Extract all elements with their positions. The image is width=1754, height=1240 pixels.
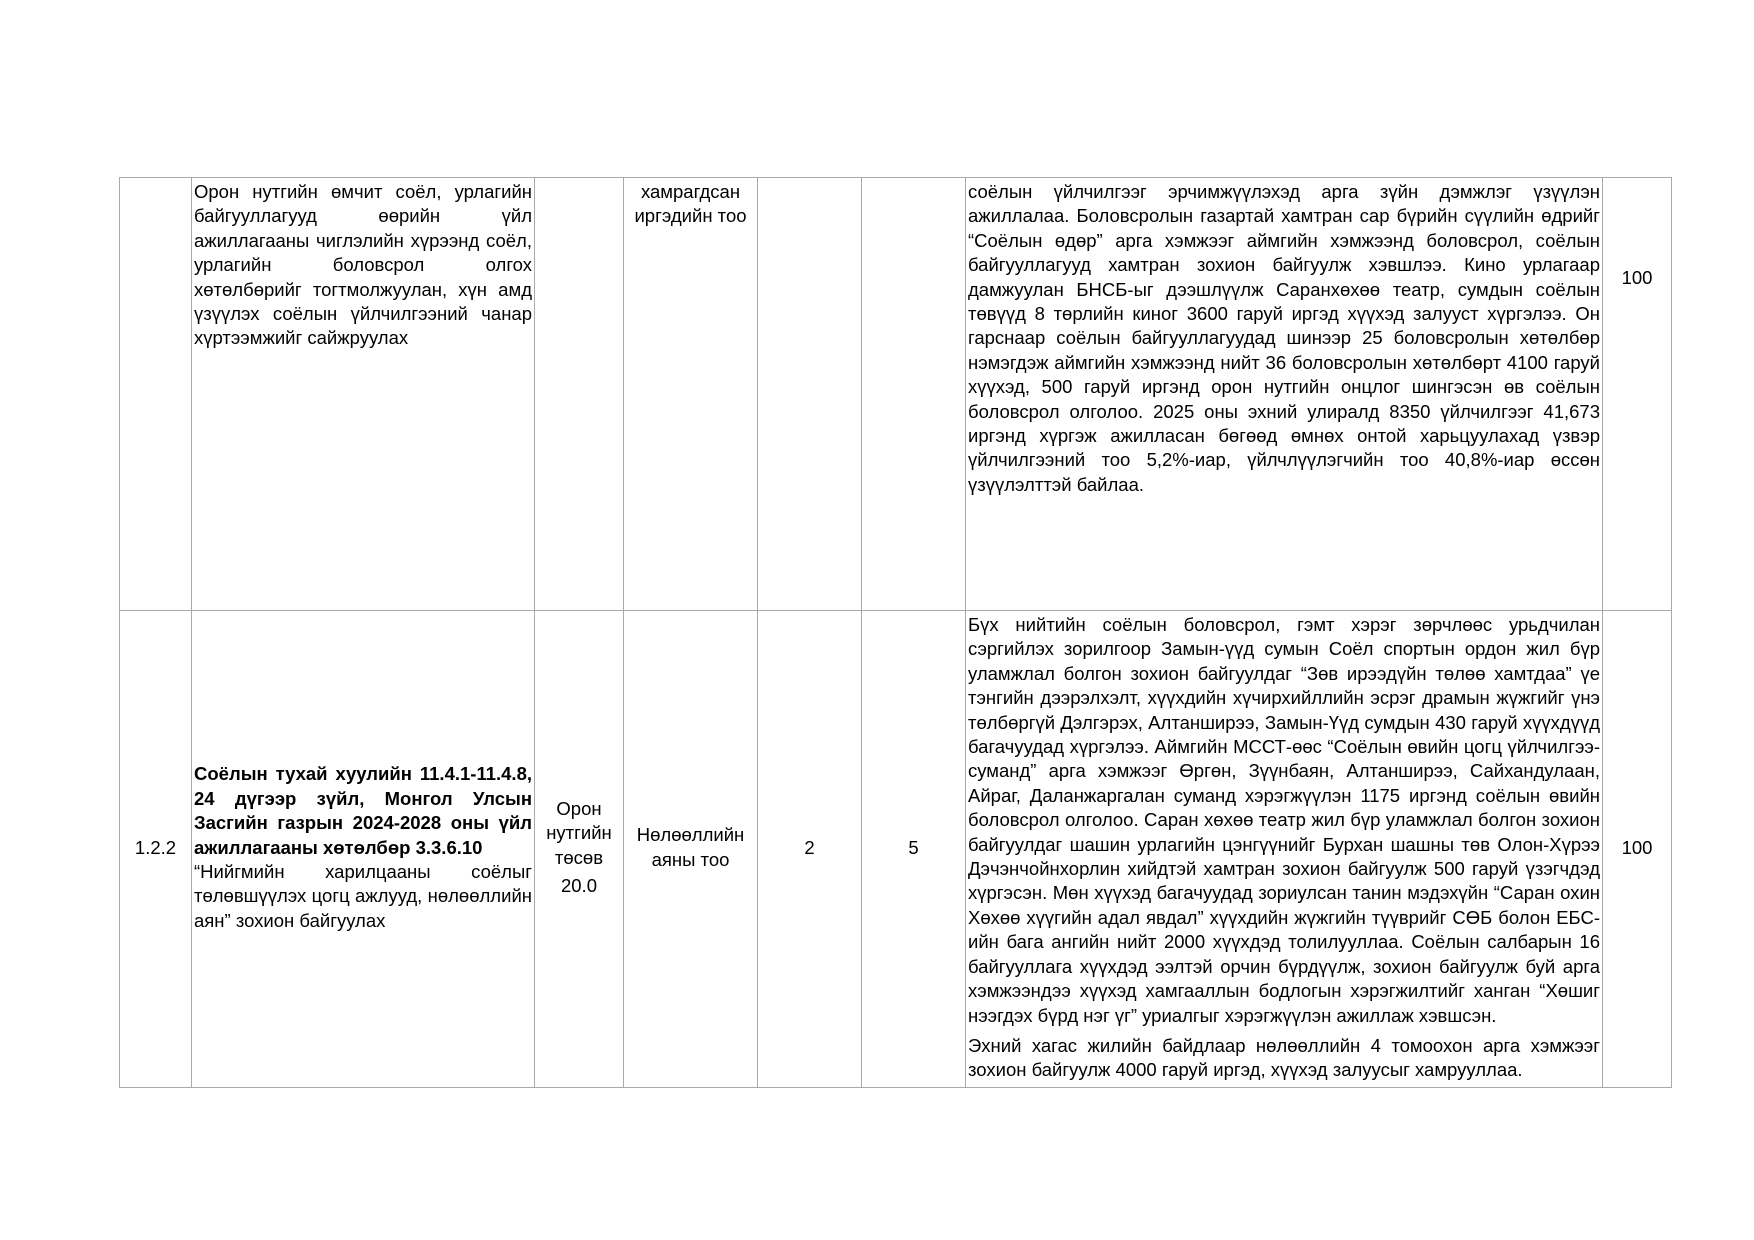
percent-cell: 100: [1603, 611, 1672, 1088]
baseline-cell: [758, 178, 862, 611]
table-row: [120, 178, 1672, 611]
progress-paragraph: Бүх нийтийн соёлын боловсрол, гэмт хэрэг зөрчлөөс урьдчилан сэргийлэх зорилгоор Замын-үүд сумын Соёл спортын ордон жил бүр уламжлал болгон зохион байгуулдаг “Зөв ирээдүйн төлөө хамтдаа” үе тэнгийн дээрэлхэлт, хүүхдийн хүчирхийллийн эсрэг драмын жүжгийг үнэ төлбөргүй Дэлгэрэх, Алтанширээ, Замын-Үүд сумдын 430 гаруй хүүхдүүд багачуудад хүргэлээ. Аймгийн МССТ-өөс “Соёлын өвийн цогц үйлчилгээ-суманд” арга хэмжээг Өргөн, Зүүнбаян, Алтанширээ, Сайхандулаан, Айраг, Даланжаргалан суманд хэрэгжүүлэн 1175 иргэнд соёлын өвийн боловсрол олголоо. Саран хөхөө театр жил бүр уламжлал болгон зохион байгуулдаг шашин урлагийн цэнгүүнийг Бурхан шашны төв Олон-Хүрээ Дэчэнчойнхорлин хийдтэй хамтран зохион байгуулж 500 гаруй үзэгчдэд хүргэсэн. Мөн хүүхэд багачуудад зориулсан танин мэдэхүйн “Саран охин Хөхөө хүүгийн адал явдал” хүүхдийн жүжгийн түүврийг СӨБ болон ЕБС-ийн бага ангийн нийт 2000 хүүхдэд толилууллаа. Соёлын салбарын 16 байгууллага хүүхдэд ээлтэй орчин бүрдүүлж, зохион байгуулж буй арга хэмжээндээ хүүхэд хамгааллын бодлогын хэрэгжилтийг ханган “Хөшиг нээгдэх бүрд нэг үг” уриалгыг хэрэгжүүлэн ажиллаж хэвшсэн.: [968, 614, 1600, 1026]
indicator-cell: Нөлөөллийн аяны тоо: [624, 611, 758, 1088]
progress-cell: [966, 611, 1603, 1088]
progress-cell: соёлын үйлчилгээг эрчимжүүлэхэд арга зүйн дэмжлэг үзүүлэн ажиллалаа. Боловсролын газартай хамтран сар бүрийн сүүлийн өдрийг “Соёлын өдөр” арга хэмжээг аймгийн хэмжээнд боловсрол, соёлын байгууллагууд хамтран зохион байгуулж хэвшлээ. Кино урлагаар дамжуулан БНСБ-ыг дээшлүүлж Саранхөхөө театр, сумдын соёлын төвүүд 8 төрлийн киног 3600 гаруй иргэд хүүхэд залууст хүргэлээ. Он гарснаар соёлын байгууллагуудад шинээр 25 боловсролын хөтөлбөр нэмэгдэж аймгийн хэмжээнд нийт 36 боловсролын хөтөлбөрт 4100 гаруй хүүхэд, 500 гаруй иргэнд орон нутгийн онцлог шингэсэн өв соёлын боловсрол олголоо. 2025 оны эхний улиралд 8350 үйлчилгээг 41,673 иргэнд хүргэж ажилласан бөгөөд өмнөх онтой харьцуулахад үзвэр үйлчилгээний тоо 5,2%-иар, үйлчлүүлэгчийн тоо 40,8%-иар өссөн үзүүлэлттэй байлаа.: [966, 178, 1603, 611]
plan-report-table: [119, 177, 1672, 1088]
target-cell: [862, 178, 966, 611]
budget-source: Орон нутгийн төсөв: [546, 798, 612, 868]
indicator-cell: хамрагдсан иргэдийн тоо: [624, 178, 758, 611]
target-cell: 5: [862, 611, 966, 1088]
table-row: [120, 611, 1672, 1088]
row-number-cell: 1.2.2: [120, 611, 192, 1088]
budget-cell: [535, 611, 624, 1088]
budget-cell: [535, 178, 624, 611]
percent-cell: 100: [1603, 178, 1672, 611]
activity-cell: Орон нутгийн өмчит соёл, урлагийн байгууллагууд өөрийн үйл ажиллагааны чиглэлийн хүрээнд соёл, урлагийн боловсрол олгох хөтөлбөрийг тогтмолжуулан, хүн амд үзүүлэх соёлын үйлчилгээний чанар хүртээмжийг сайжруулах: [192, 178, 535, 611]
activity-cell: [192, 611, 535, 1088]
baseline-cell: 2: [758, 611, 862, 1088]
row-number-cell: [120, 178, 192, 611]
progress-paragraph: Эхний хагас жилийн байдлаар нөлөөллийн 4 томоохон арга хэмжээг зохион байгуулж 4000 гаруй иргэд, хүүхэд залуусыг хамрууллаа.: [968, 1034, 1600, 1081]
activity-legal-basis: Соёлын тухай хуулийн 11.4.1-11.4.8, 24 дүгээр зүйл, Монгол Улсын Засгийн газрын 2024-2028 оны үйл ажиллагааны хөтөлбөр 3.3.6.10: [194, 763, 532, 858]
activity-description: “Нийгмийн харилцааны соёлыг төлөвшүүлэх цогц ажлууд, нөлөөллийн аян” зохион байгуулах: [194, 861, 532, 931]
budget-amount: 20.0: [560, 875, 597, 897]
